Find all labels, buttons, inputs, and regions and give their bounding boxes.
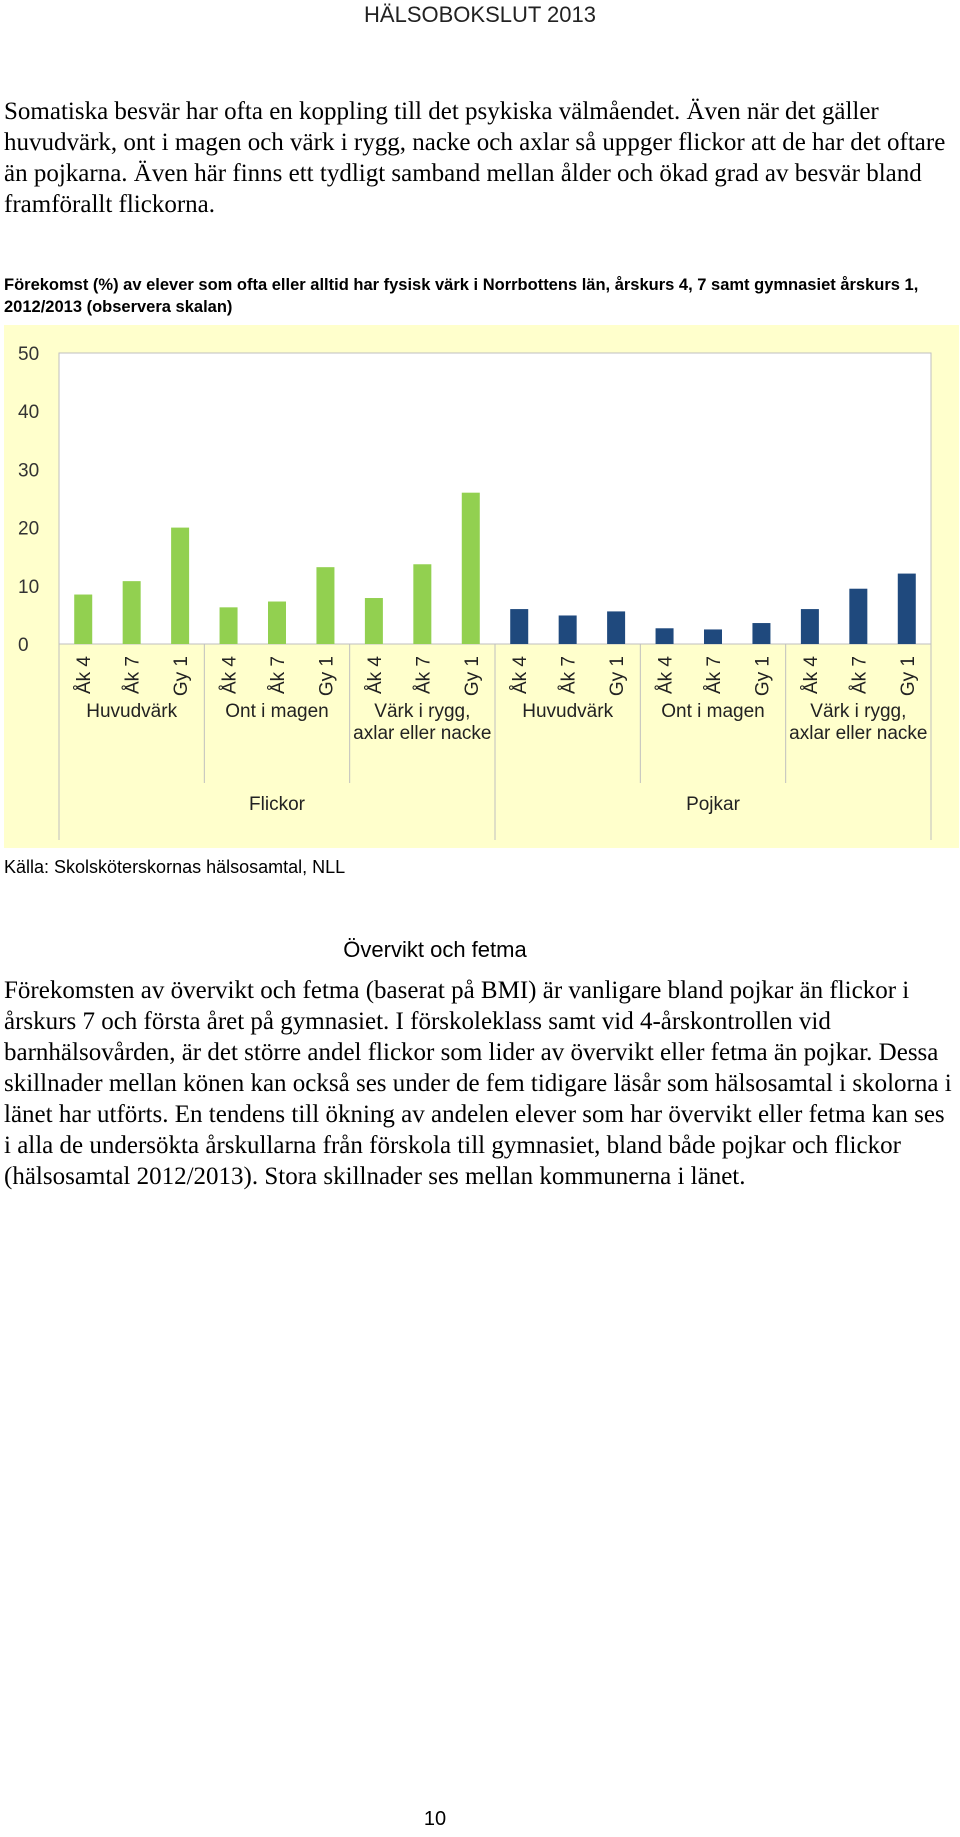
y-tick-label: 40 (18, 402, 40, 424)
bar (510, 609, 528, 644)
subgroup-label: Ont i magen (661, 701, 765, 722)
bar (559, 615, 577, 644)
x-tick-label: Åk 4 (74, 656, 96, 695)
bar (801, 609, 819, 644)
bar (607, 611, 625, 644)
x-tick-label: Åk 4 (219, 656, 241, 695)
section-paragraph: Förekomsten av övervikt och fetma (baserat på BMI) är vanligare bland pojkar än flickor i årskurs 7 och första året på gymnasiet. I förskoleklass samt vid 4-årskontrollen vid barnhälsovården, är det större andel flickor som lider av övervikt eller fetma än pojkar. Dessa skillnader mellan könen kan också ses under de fem tidigare läsår som hälsosamtal i skolorna i länet har utförts. En tendens till ökning av andelen elever som har övervikt eller fetma kan ses i alla de undersökta årskullarna från förskola till gymnasiet, bland både pojkar och flickor (hälsosamtal 2012/2013). Stora skillnader ses mellan kommunerna i länet. (4, 977, 952, 1190)
bar (704, 629, 722, 644)
subgroup-label: Ont i magen (225, 701, 329, 722)
bar-chart (4, 325, 959, 848)
bar (171, 528, 189, 644)
subgroup-label: Huvudvärk (522, 701, 614, 722)
figure-caption: Förekomst (%) av elever som ofta eller alltid har fysisk värk i Norrbottens län, årskurs 4, 7 samt gymnasiet årskurs 1, 2012/2013 (observera skalan) (4, 276, 919, 316)
group-label: Pojkar (686, 794, 740, 815)
subgroup-label: Värk i rygg, axlar eller nacke (353, 701, 492, 744)
page-number: 10 (423, 1808, 447, 1830)
subgroup-label: Värk i rygg, axlar eller nacke (789, 701, 928, 744)
plot-area (59, 353, 931, 644)
bar (365, 598, 383, 644)
bar (316, 567, 334, 644)
x-tick-label: Åk 4 (800, 656, 822, 695)
x-tick-label: Gy 1 (752, 656, 774, 697)
bar (462, 493, 480, 644)
x-tick-label: Åk 4 (364, 656, 386, 695)
x-tick-label: Åk 4 (655, 656, 677, 695)
x-tick-label: Åk 7 (413, 656, 435, 695)
y-tick-label: 30 (18, 460, 40, 482)
x-tick-label: Gy 1 (897, 656, 919, 697)
y-tick-label: 50 (18, 344, 40, 365)
x-tick-label: Gy 1 (171, 656, 193, 697)
y-tick-label: 0 (18, 635, 29, 656)
y-tick-label: 20 (18, 518, 40, 540)
bar (123, 581, 141, 644)
bar (220, 607, 238, 644)
bar (74, 595, 92, 644)
x-tick-label: Åk 4 (510, 656, 532, 695)
bar (752, 623, 770, 644)
x-tick-label: Åk 7 (849, 656, 871, 695)
bar (849, 589, 867, 644)
x-tick-label: Gy 1 (316, 656, 338, 697)
bar (413, 564, 431, 644)
y-tick-label: 10 (18, 576, 40, 598)
figure-source: Källa: Skolsköterskornas hälsosamtal, NLL (4, 857, 346, 877)
x-tick-label: Åk 7 (558, 656, 580, 695)
x-tick-label: Gy 1 (461, 656, 483, 697)
x-tick-label: Åk 7 (122, 656, 144, 695)
intro-paragraph: Somatiska besvär har ofta en koppling till det psykiska välmåendet. Även när det gäller huvudvärk, ont i magen och värk i rygg, nacke och axlar så uppger flickor att de har det oftare än pojkarna. Även här finns ett tydligt samband mellan ålder och ökad grad av besvär bland framförallt flickorna. (4, 98, 946, 218)
bar (268, 602, 286, 644)
x-tick-label: Åk 7 (704, 656, 725, 695)
bar (656, 628, 674, 644)
page-header: HÄLSOBOKSLUT 2013 (364, 2, 596, 27)
group-label: Flickor (249, 794, 305, 815)
x-tick-label: Gy 1 (607, 656, 629, 697)
bar (898, 574, 916, 644)
subgroup-label: Huvudvärk (86, 701, 178, 722)
section-title: Övervikt och fetma (343, 937, 527, 962)
x-tick-label: Åk 7 (268, 656, 289, 695)
